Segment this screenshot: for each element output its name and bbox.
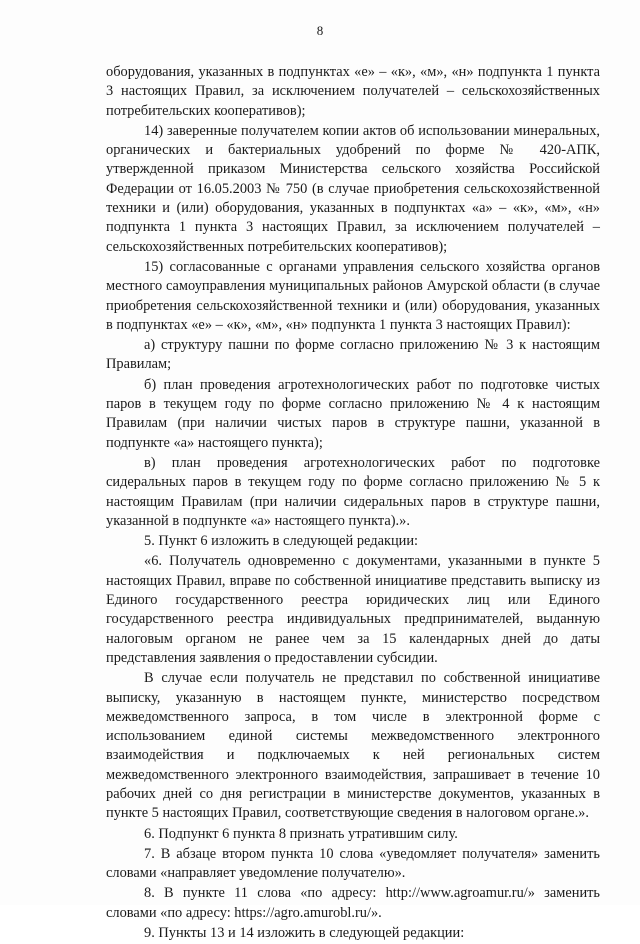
document-body [106,63,600,944]
paragraph-subitem-a: а) структуру пашни по форме согласно приложению № 3 к настоящим Правилам; [106,337,600,373]
paragraph-subitem-v: в) план проведения агротехнологических работ по подготовке сидеральных паров в текущем году по форме согласно приложению № 5 к настоящим Правилам (при наличии сидеральных паров в структуре пашни, указанной в подпункте «а» настоящего пункта).». [106,454,600,529]
paragraph-item-15: 15) согласованные с органами управления сельского хозяйства органов местного самоуправления муниципальных районов Амурской области (в случае приобретения сельскохозяйственной техники и (или) оборудования, указанных в подпунктах «е» – «к», «м», «н» подпункта 1 пункта 3 настоящих Правил): [106,258,600,333]
paragraph-point-5: 5. Пункт 6 изложить в следующей редакции: [144,533,419,550]
paragraph-point-6: 6. Подпункт 6 пункта 8 признать утратившим силу. [144,825,458,842]
paragraph-point-7: 7. В абзаце втором пункта 10 слова «уведомляет получателя» заменить словами «направляет уведомление получателю». [106,845,600,882]
page-number: 8 [316,23,324,38]
paragraph-point-6-text: «6. Получатель одновременно с документами, указанными в пункте 5 настоящих Правил, вправе по собственной инициативе представить выписку из Единого государственного реестра юридических лиц или Единого государственного реестра индивидуальных предпринимателей, выданную налоговым органом не ранее чем за 15 календарных дней до даты представления заявления о предоставлении субсидии. [106,553,600,666]
paragraph-point-9: 9. Пункты 13 и 14 изложить в следующей редакции: [144,925,465,942]
paragraph-point-6-case: В случае если получатель не представил по собственной инициативе выписку, указанную в настоящем пункте, министерство посредством межведомственного запроса, в том числе в электронной форме с использованием единой системы межведомственного электронного взаимодействия и подключаемых к ней региональных систем межведомственного электронного взаимодействия, запрашивает в течение 10 рабочих дней со дня регистрации в министерстве документов, указанных в пункте 5 настоящих Правил, соответствующие сведения в налоговом органе.». [106,670,600,822]
paragraph-subitem-b: б) план проведения агротехнологических работ по подготовке чистых паров в текущем году по форме согласно приложению № 4 к настоящим Правилам (при наличии чистых паров в структуре пашни, указанной в подпункте «а» настоящего пункта); [106,376,600,451]
paragraph-continuation: оборудования, указанных в подпунктах «е» – «к», «м», «н» подпункта 1 пункта 3 настоящих Правил, за исключением получателей – сельскохозяйственных потребительских кооперативов); [106,64,600,119]
paragraph-item-14: 14) заверенные получателем копии актов об использовании минеральных, органических и бактериальных удобрений по форме № 420-АПК, утвержденной приказом Министерства сельского хозяйства Российской Федерации от 16.05.2003 № 750 (в случае приобретения сельскохозяйственной техники и (или) оборудования, указанных в подпунктах «а» – «к», «м», «н» подпункта 1 пункта 3 настоящих Правил, за исключением получателей – сельскохозяйственных потребительских кооперативов); [106,122,600,255]
paragraph-point-8: 8. В пункте 11 слова «по адресу: http://www.agroamur.ru/» заменить словами «по адресу: https://agro.amurobl.ru/». [106,885,600,921]
